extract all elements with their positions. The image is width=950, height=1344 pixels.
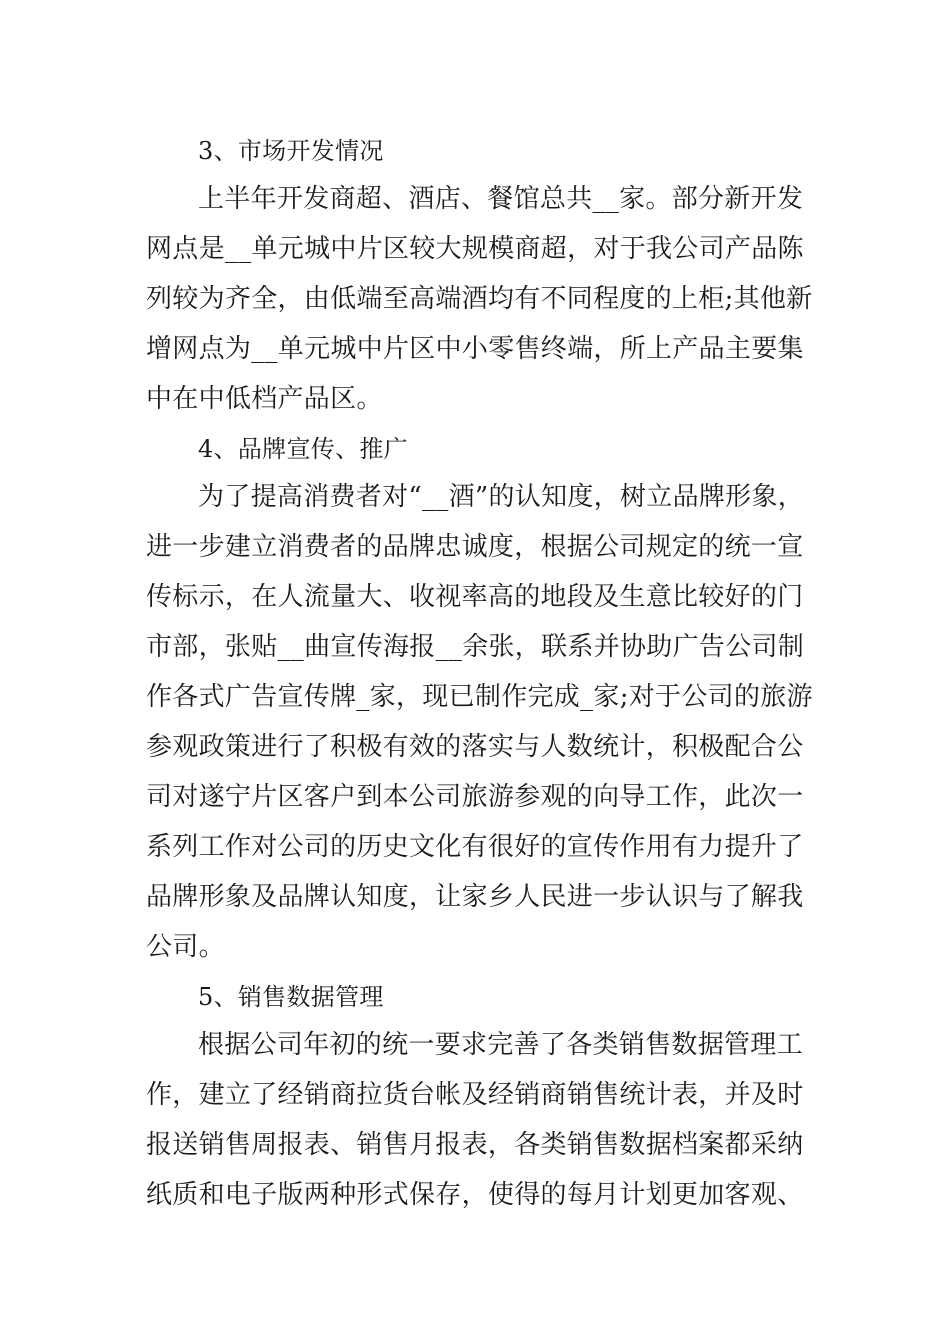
paragraph-line: 纸质和电子版两种形式保存，使得的每月计划更加客观、 [146,1180,804,1210]
paragraph-line: 作，建立了经销商拉货台帐及经销商销售统计表，并及时 [146,1080,804,1110]
paragraph-line: 品牌形象及品牌认知度，让家乡人民进一步认识与了解我 [146,882,804,912]
paragraph-line: 司对遂宁片区客户到本公司旅游参观的向导工作，此次一 [146,782,804,812]
paragraph-line: 作各式广告宣传牌_家，现已制作完成_家;对于公司的旅游 [146,682,813,712]
paragraph-line: 增网点为__单元城中片区中小零售终端，所上产品主要集 [146,334,804,364]
paragraph-line: 公司。 [146,932,225,962]
paragraph-line: 上半年开发商超、酒店、餐馆总共__家。部分新开发 [198,184,804,214]
paragraph-line: 市部，张贴__曲宣传海报__余张，联系并协助广告公司制 [146,632,805,662]
paragraph-line: 进一步建立消费者的品牌忠诚度，根据公司规定的统一宣 [146,532,804,562]
heading-market-development: 3、市场开发情况 [198,137,384,165]
paragraph-line: 根据公司年初的统一要求完善了各类销售数据管理工 [198,1030,803,1060]
paragraph-line: 报送销售周报表、销售月报表，各类销售数据档案都采纳 [146,1130,804,1160]
paragraph-line: 网点是__单元城中片区较大规模商超，对于我公司产品陈 [146,234,804,264]
paragraph-line: 中在中低档产品区。 [146,384,383,414]
paragraph-line: 列较为齐全，由低端至高端酒均有不同程度的上柜;其他新 [146,284,813,314]
paragraph-line: 为了提高消费者对“__酒”的认知度，树立品牌形象， [198,482,805,512]
paragraph-line: 参观政策进行了积极有效的落实与人数统计，积极配合公 [146,732,804,762]
paragraph-line: 系列工作对公司的历史文化有很好的宣传作用有力提升了 [146,832,804,862]
heading-brand-promotion: 4、品牌宣传、推广 [198,435,408,463]
heading-sales-data: 5、销售数据管理 [198,983,384,1011]
paragraph-line: 传标示，在人流量大、收视率高的地段及生意比较好的门 [146,582,804,612]
